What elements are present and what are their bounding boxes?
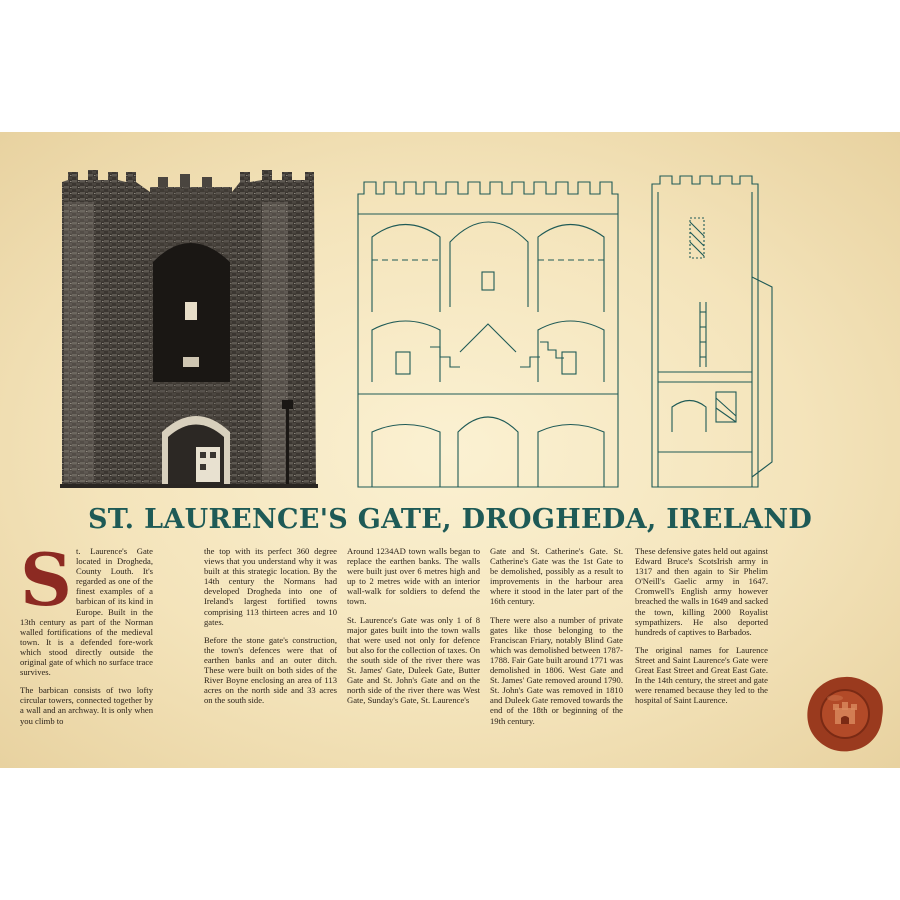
paragraph: Before the stone gate's construction, the town's defences were that of earthen banks and an outer ditch. These were built on both sides of the River Boyne enclosing an area of 113 acres on the north side and 33 acres on the south side.	[204, 634, 337, 706]
paragraph: The original names for Laurence Street and Saint Laurence's Gate were Great East Street and Great East Gate. In the 14th century, the street and gate were renamed because they led to the hospital of Saint Laurence.	[635, 644, 768, 706]
page-title: ST. LAURENCE'S GATE, DROGHEDA, IRELAND	[87, 504, 813, 535]
paragraph: St. Laurence's Gate was only 1 of 8 major gates built into the town walls that were used not only for defence but also for the collection of taxes. On the south side of the river there was St. James' Gate, Duleek Gate, Butter Gate and St. John's Gate and on the north side of the river there was West Gate, Sunday's Gate, St. Laurence's	[347, 614, 480, 706]
gate-photo	[60, 170, 318, 488]
paragraph: the top with its perfect 360 degree views that you understand why it was built at this strategic location. By the 14th century the Normans had developed Drogheda into one of Ireland's largest fortified towns comprising 113 thirteen acres and 10 gates.	[204, 546, 337, 627]
text-column-2	[204, 546, 337, 764]
text-column-3	[347, 546, 480, 764]
paragraph: There were also a number of private gates like those belonging to the Franciscan Friary, notably Blind Gate which was demolished between 1787-1788. Fair Gate built around 1771 was demolished in 1806. West Gate and St. James' Gate removed around 1790. St. John's Gate was removed in 1810 and Duleek Gate removed towards the end of the 18th or beginning of the 19th century.	[490, 614, 623, 726]
intro-text: t. Laurence's Gate located in Drogheda, County Louth. It's regarded as one of the finest examples of a barbican of its kind in Europe. Built in the 13th century as part of the Norman walled fortifications of the medieval town. It is a defended fore-work which stood directly outside the original gate of which no surface trace survives.	[20, 546, 153, 678]
paragraph: These defensive gates held out against Edward Bruce's ScotsIrish army in 1317 and then again to Sir Phelim O'Neill's Gaelic army in 1647. Cromwell's English army however breached the walls in 1649 and sacked the town, killing 2000 Royalist sympathizers. He also deported hundreds of captives to Barbados.	[635, 546, 768, 637]
text-column-4	[490, 546, 623, 764]
text-column-1	[20, 546, 153, 764]
text-column-5	[635, 546, 768, 764]
paragraph: Around 1234AD town walls began to replace the earthen banks. The walls were built just over 6 metres high and up to 2 metres wide with an interior wall-walk for soldiers to defend the town.	[347, 546, 480, 607]
wax-seal-icon	[805, 674, 885, 754]
poster	[0, 132, 900, 768]
paragraph: The barbican consists of two lofty circular towers, connected together by a wall and an archway. It is only when you climb to	[20, 685, 153, 726]
drop-cap: S	[20, 546, 72, 622]
illustrations	[0, 132, 900, 502]
side-section-drawing	[652, 176, 772, 487]
paragraph: Gate and St. Catherine's Gate. St. Catherine's Gate was the 1st Gate to be demolished, possibly as a result to improvements in the harbour area where it stood in the later part of the 16th century.	[490, 546, 623, 607]
front-elevation-drawing	[358, 182, 618, 487]
